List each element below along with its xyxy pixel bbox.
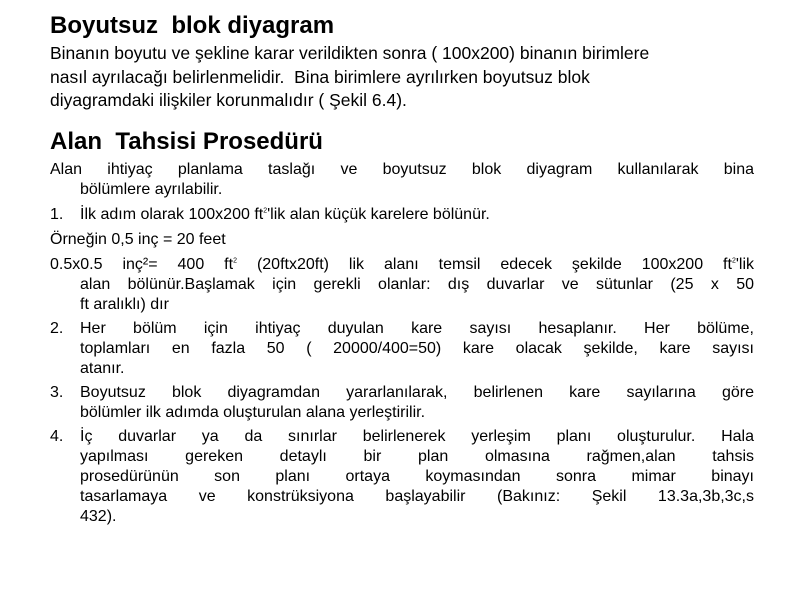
procedure-intro-line: Alan ihtiyaç planlama taslağı ve boyutsuz blok diyagram kullanılarak bina bbox=[50, 161, 754, 178]
step-1 bbox=[50, 205, 754, 225]
step-number: 4. bbox=[50, 428, 64, 445]
calculation-line: 0.5x0.5 inç²= 400 $ft^2$ (20ftx20ft) lik alanı temsil edecek şekilde 100x200 $ft^2'lik$ bbox=[50, 256, 755, 273]
step-number: 1. bbox=[50, 206, 64, 223]
step-text: İlk adım olarak 100x200 $ft^2'lik$ alan küçük karelere bölünür. bbox=[80, 206, 490, 223]
section-boyutsuz-blok bbox=[50, 10, 770, 113]
step-text: Boyutsuz blok diyagramdan yararlanılarak, belirlenen kare sayılarına göre bölümler ilk adımda oluşturulan alana yerleştirilir. bbox=[80, 384, 754, 421]
procedure-intro bbox=[50, 160, 754, 200]
intro-line: Binanın boyutu ve şekline karar verildikten sonra ( 100x200) binanın birimlere bbox=[50, 43, 650, 63]
section-title-1: Boyutsuz blok diyagram bbox=[50, 12, 335, 39]
intro-paragraph bbox=[50, 42, 770, 113]
section-alan-tahsisi bbox=[50, 126, 754, 527]
section-title-2: Alan Tahsisi Prosedürü bbox=[50, 128, 323, 155]
calculation-paragraph bbox=[50, 255, 754, 315]
step-text: İç duvarlar ya da sınırlar belirlenerek yerleşim planı oluşturulur. Hala yapılması gereken detaylı bir plan olmasına rağmen,alan tahsis prosedürünün son planı ortaya koymasından sonra mimar binayı tasarlamaya ve konstrüksiyona başlayabilir (Bakınız: Şekil 13.3a,3b,3c,s 432). bbox=[80, 428, 754, 525]
step-number: 3. bbox=[50, 384, 64, 401]
step-number: 2. bbox=[50, 320, 64, 337]
procedure-intro-line: bölümlere ayrılabilir. bbox=[80, 181, 223, 198]
calculation-line: alan bölünür.Başlamak için gerekli olanlar: dış duvarlar ve sütunlar (25 x 50 bbox=[80, 276, 754, 293]
step-2 bbox=[50, 319, 754, 379]
step-3 bbox=[50, 383, 754, 423]
intro-line: nasıl ayrılacağı belirlenmelidir. Bina birimlere ayrılırken boyutsuz blok bbox=[50, 66, 590, 87]
intro-line: diyagramdaki ilişkiler korunmalıdır ( Şekil 6.4). bbox=[50, 90, 407, 110]
step-4 bbox=[50, 427, 754, 527]
step-text: Her bölüm için ihtiyaç duyulan kare sayısı hesaplanır. Her bölüme, toplamları en fazla 50 ( 20000/400=50) kare olacak şekilde, kare sayısı atanır. bbox=[80, 320, 754, 377]
calculation-line: ft aralıklı) dır bbox=[80, 296, 169, 313]
example-line: Örneğin 0,5 inç = 20 feet bbox=[50, 231, 226, 248]
